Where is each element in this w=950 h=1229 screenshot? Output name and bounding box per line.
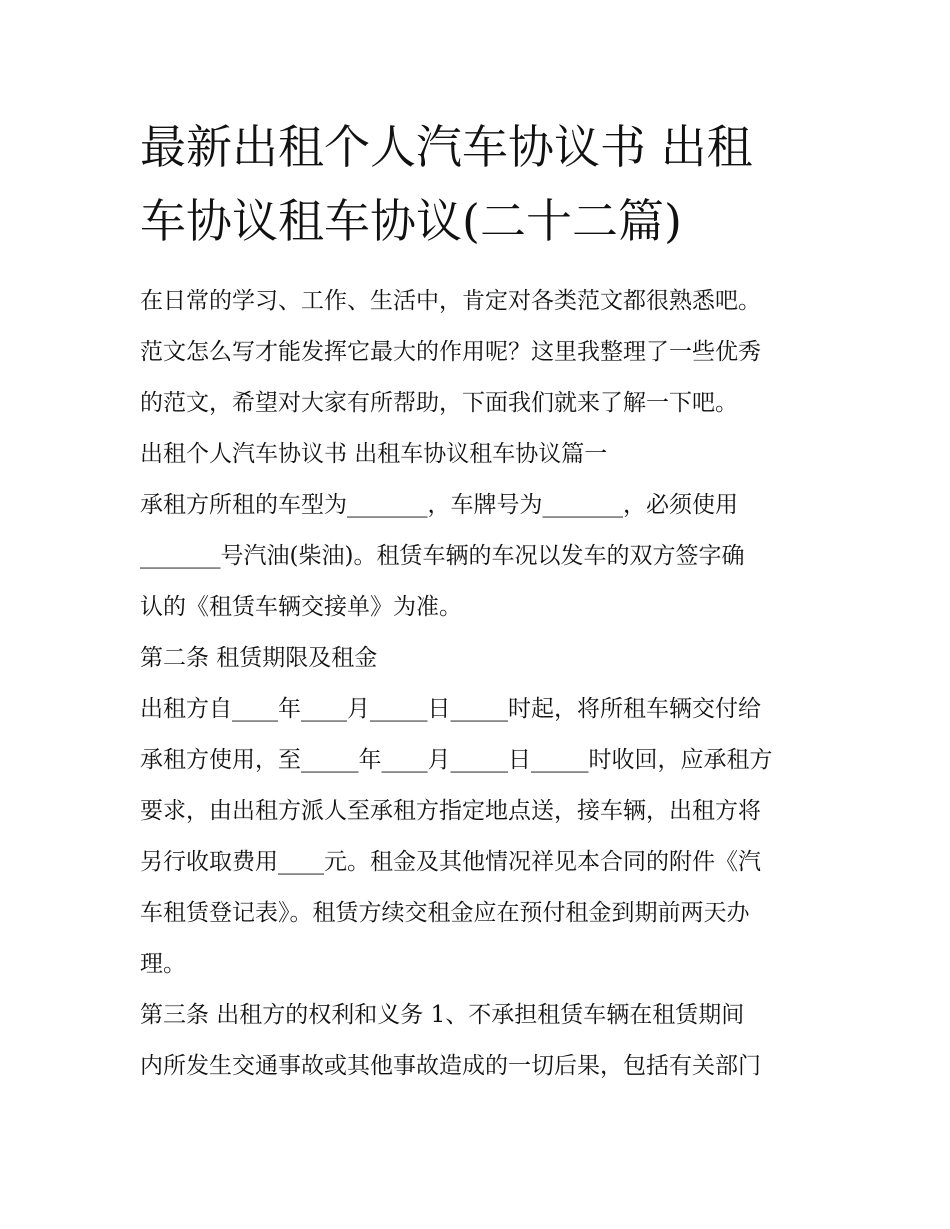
clause-heading: 第三条 出租方的权利和义务 1、不承担租赁车辆在租赁期间 [140,1002,745,1028]
document-title-line-1: 最新出租个人汽车协议书 出租 [140,120,753,174]
body-line: 的范文，希望对大家有所帮助，下面我们就来了解一下吧。 [140,390,738,416]
body-line: 认的《租赁车辆交接单》为准。 [140,594,462,620]
body-line: 出租方自____年____月_____日_____时起，将所租车辆交付给 [140,696,761,722]
body-line: 内所发生交通事故或其他事故造成的一切后果，包括有关部门 [140,1053,761,1079]
document-title-line-2: 车协议租车协议(二十二篇) [140,194,682,248]
body-line: 另行收取费用____元。租金及其他情况祥见本合同的附件《汽 [140,849,761,875]
body-line: 承租方使用，至_____年____月_____日_____时收回，应承租方 [140,747,773,773]
section-heading: 出租个人汽车协议书 出租车协议租车协议篇一 [140,441,608,467]
body-line: _______号汽油(柴油)。租赁车辆的车况以发车的双方签字确 [140,543,745,569]
body-line: 在日常的学习、工作、生活中，肯定对各类范文都很熟悉吧。 [140,288,761,314]
clause-heading: 第二条 租赁期限及租金 [140,645,378,671]
body-line: 理。 [140,951,186,977]
body-line: 车租赁登记表》。租赁方续交租金应在预付租金到期前两天办 [140,900,750,926]
body-line: 要求，由出租方派人至承租方指定地点送，接车辆，出租方将 [140,798,761,824]
body-line: 范文怎么写才能发挥它最大的作用呢？这里我整理了一些优秀 [140,339,761,365]
body-line: 承租方所租的车型为_______，车牌号为_______，必须使用 [140,492,738,518]
